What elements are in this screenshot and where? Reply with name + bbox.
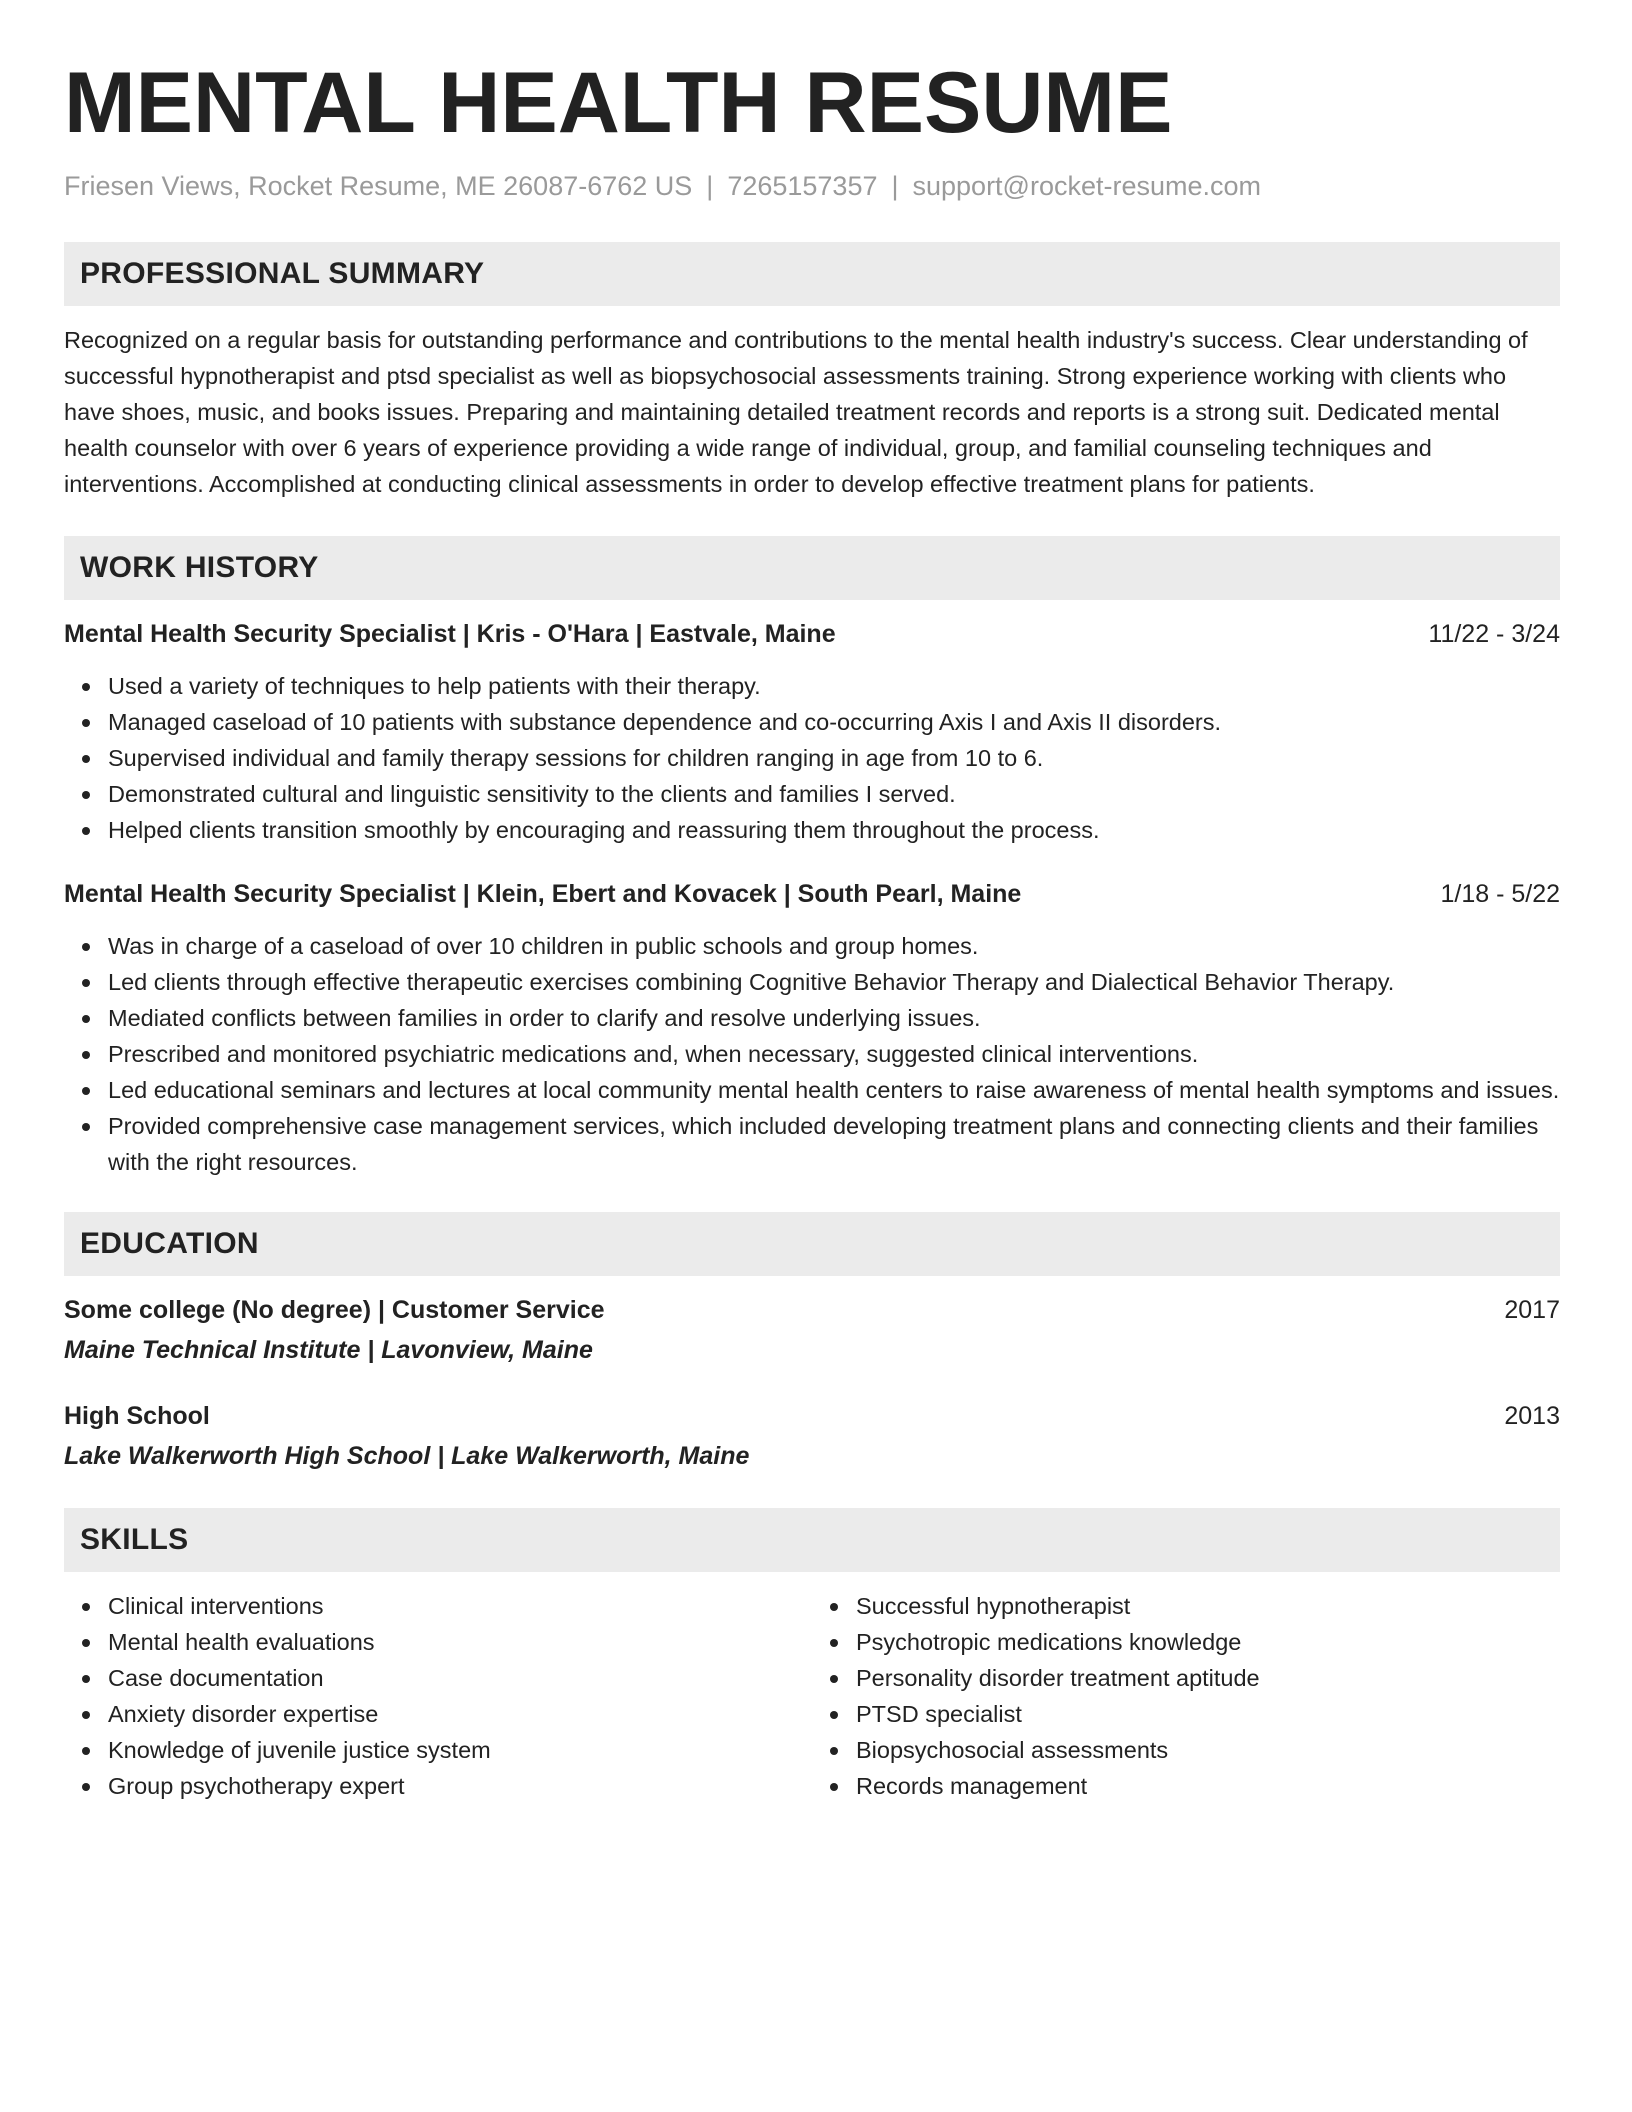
skill-item: Clinical interventions	[108, 1588, 812, 1624]
resume-title: MENTAL HEALTH RESUME	[64, 55, 1173, 151]
contact-email: support@rocket-resume.com	[912, 171, 1262, 201]
summary-text: Recognized on a regular basis for outstanding performance and contributions to the mental health industry's success. Clear understanding of successful hypnotherapist and ptsd specialist as well as biopsychosocial assessments training. Strong experience working with clients who have shoes, music, and books issues. Preparing and maintaining detailed treatment records and reports is a strong suit. Dedicated mental health counselor with over 6 years of experience providing a wide range of individual, group, and familial counseling techniques and interventions. Accomplished at conducting clinical assessments in order to develop effective treatment plans for patients.	[64, 327, 1528, 497]
section-header-education: EDUCATION	[64, 1212, 1560, 1276]
skills-column-left	[64, 1588, 812, 1804]
education-entry	[64, 1398, 1560, 1474]
skill-item: Anxiety disorder expertise	[108, 1696, 812, 1732]
skill-item: Knowledge of juvenile justice system	[108, 1732, 812, 1768]
section-header-summary: PROFESSIONAL SUMMARY	[64, 242, 1560, 306]
contact-separator: |	[891, 171, 899, 201]
skill-item: Biopsychosocial assessments	[856, 1732, 1560, 1768]
job-title: Mental Health Security Specialist | Kris - O'Hara | Eastvale, Maine	[64, 620, 836, 648]
education-school: Lake Walkerworth High School | Lake Walkerworth, Maine	[64, 1442, 750, 1470]
skill-item: Records management	[856, 1768, 1560, 1804]
education-header	[64, 1292, 1560, 1328]
skills-column-right	[812, 1588, 1560, 1804]
skill-item: Successful hypnotherapist	[856, 1588, 1560, 1624]
job-bullet: Demonstrated cultural and linguistic sensitivity to the clients and families I served.	[108, 776, 1560, 812]
skill-item: Personality disorder treatment aptitude	[856, 1660, 1560, 1696]
education-entry	[64, 1292, 1560, 1368]
job-bullet: Managed caseload of 10 patients with substance dependence and co-occurring Axis I and Axis II disorders.	[108, 704, 1560, 740]
job-dates: 1/18 - 5/22	[1440, 880, 1560, 908]
education-header	[64, 1398, 1560, 1434]
job-title: Mental Health Security Specialist | Klein, Ebert and Kovacek | South Pearl, Maine	[64, 880, 1022, 908]
job-entry	[64, 616, 1560, 848]
job-bullet: Used a variety of techniques to help patients with their therapy.	[108, 668, 1560, 704]
skill-item: Mental health evaluations	[108, 1624, 812, 1660]
education-title: Some college (No degree) | Customer Service	[64, 1296, 605, 1324]
job-bullet: Led clients through effective therapeutic exercises combining Cognitive Behavior Therapy and Dialectical Behavior Therapy.	[108, 964, 1560, 1000]
skills-list	[64, 1588, 1560, 1804]
job-bullets	[64, 928, 1560, 1180]
job-dates: 11/22 - 3/24	[1428, 620, 1560, 648]
skill-item: Case documentation	[108, 1660, 812, 1696]
job-header	[64, 616, 1560, 652]
contact-phone: 7265157357	[727, 171, 878, 201]
job-bullets	[64, 668, 1560, 848]
skill-item: Group psychotherapy expert	[108, 1768, 812, 1804]
job-header	[64, 876, 1560, 912]
education-year: 2013	[1504, 1402, 1560, 1430]
contact-separator: |	[706, 171, 714, 201]
skill-item: Psychotropic medications knowledge	[856, 1624, 1560, 1660]
section-header-work-history: WORK HISTORY	[64, 536, 1560, 600]
job-bullet: Supervised individual and family therapy sessions for children ranging in age from 10 to 6.	[108, 740, 1560, 776]
job-bullet: Provided comprehensive case management services, which included developing treatment plans and connecting clients and their families with the right resources.	[108, 1108, 1560, 1180]
contact-address: Friesen Views, Rocket Resume, ME 26087-6762 US	[64, 171, 693, 201]
job-bullet: Helped clients transition smoothly by encouraging and reassuring them throughout the process.	[108, 812, 1560, 848]
section-header-skills: SKILLS	[64, 1508, 1560, 1572]
contact-line	[64, 168, 1560, 204]
job-entry	[64, 876, 1560, 1180]
education-school: Maine Technical Institute | Lavonview, Maine	[64, 1336, 593, 1364]
education-year: 2017	[1504, 1296, 1560, 1324]
job-bullet: Was in charge of a caseload of over 10 children in public schools and group homes.	[108, 928, 1560, 964]
skill-item: PTSD specialist	[856, 1696, 1560, 1732]
job-bullet: Led educational seminars and lectures at local community mental health centers to raise awareness of mental health symptoms and issues.	[108, 1072, 1560, 1108]
education-title: High School	[64, 1402, 210, 1430]
job-bullet: Mediated conflicts between families in order to clarify and resolve underlying issues.	[108, 1000, 1560, 1036]
job-bullet: Prescribed and monitored psychiatric medications and, when necessary, suggested clinical interventions.	[108, 1036, 1560, 1072]
resume-page	[64, 48, 1560, 1804]
